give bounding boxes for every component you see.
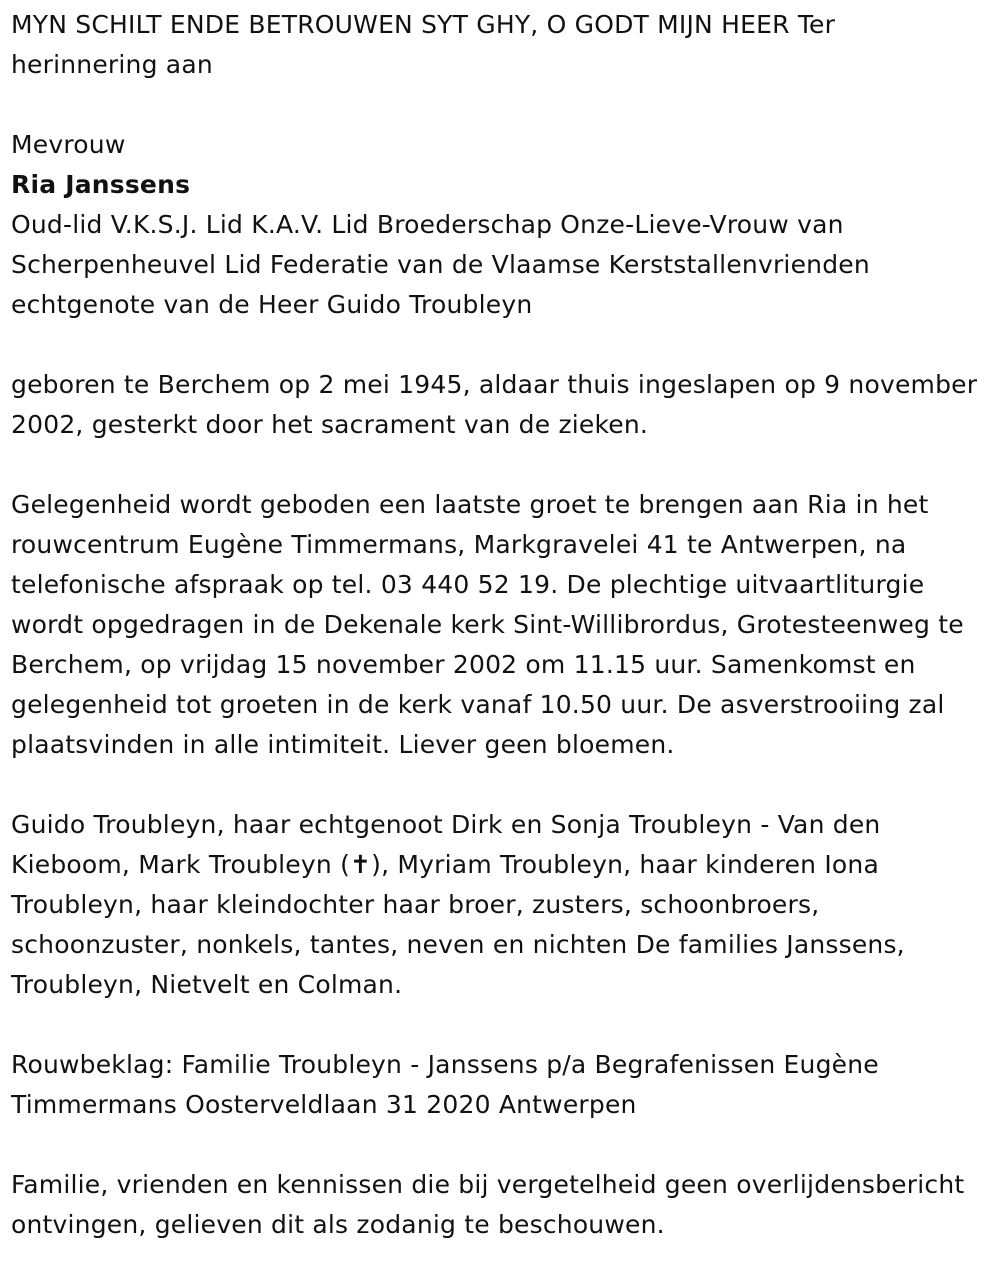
obituary-document [11,5,989,1245]
ceremony-paragraph: Gelegenheid wordt geboden een laatste groet te brengen aan Ria in het rouwcentrum Eugène Timmermans, Markgravelei 41 te Antwerpen, na telefonische afspraak op tel. 03 440 52 19. De plechtige uitvaartliturgie wordt opgedragen in de Dekenale kerk Sint-Willibrordus, Grotesteenweg te Berchem, op vrijdag 15 november 2002 om 11.15 uur. Samenkomst en gelegenheid tot groeten in de kerk vanaf 10.50 uur. De asverstrooiing zal plaatsvinden in alle intimiteit. Liever geen bloemen. [11,490,964,759]
family-paragraph: Guido Troubleyn, haar echtgenoot Dirk en Sonja Troubleyn - Van den Kieboom, Mark Troubleyn (✝), Myriam Troubleyn, haar kinderen Iona Troubleyn, haar kleindochter haar broer, zusters, schoonbroers, schoonzuster, nonkels, tantes, neven en nichten De families Janssens, Troubleyn, Nietvelt en Colman. [11,810,905,999]
birth-death-paragraph: geboren te Berchem op 2 mei 1945, aldaar thuis ingeslapen op 9 november 2002, gesterkt door het sacrament van de zieken. [11,370,978,439]
salutation: Mevrouw [11,130,126,159]
deceased-name: Ria Janssens [11,170,191,199]
memberships: Oud-lid V.K.S.J. Lid K.A.V. Lid Broederschap Onze-Lieve-Vrouw van Scherpenheuvel Lid Federatie van de Vlaamse Kerststallenvrienden [11,210,870,279]
condolence-address: Rouwbeklag: Familie Troubleyn - Janssens p/a Begrafenissen Eugène Timmermans Oosterveldlaan 31 2020 Antwerpen [11,1050,879,1119]
closing-note: Familie, vrienden en kennissen die bij vergetelheid geen overlijdensbericht ontvingen, gelieven dit als zodanig te beschouwen. [11,1170,965,1239]
spouse-line: echtgenote van de Heer Guido Troubleyn [11,290,533,319]
motto-intro: MYN SCHILT ENDE BETROUWEN SYT GHY, O GODT MIJN HEER Ter herinnering aan [11,10,836,79]
